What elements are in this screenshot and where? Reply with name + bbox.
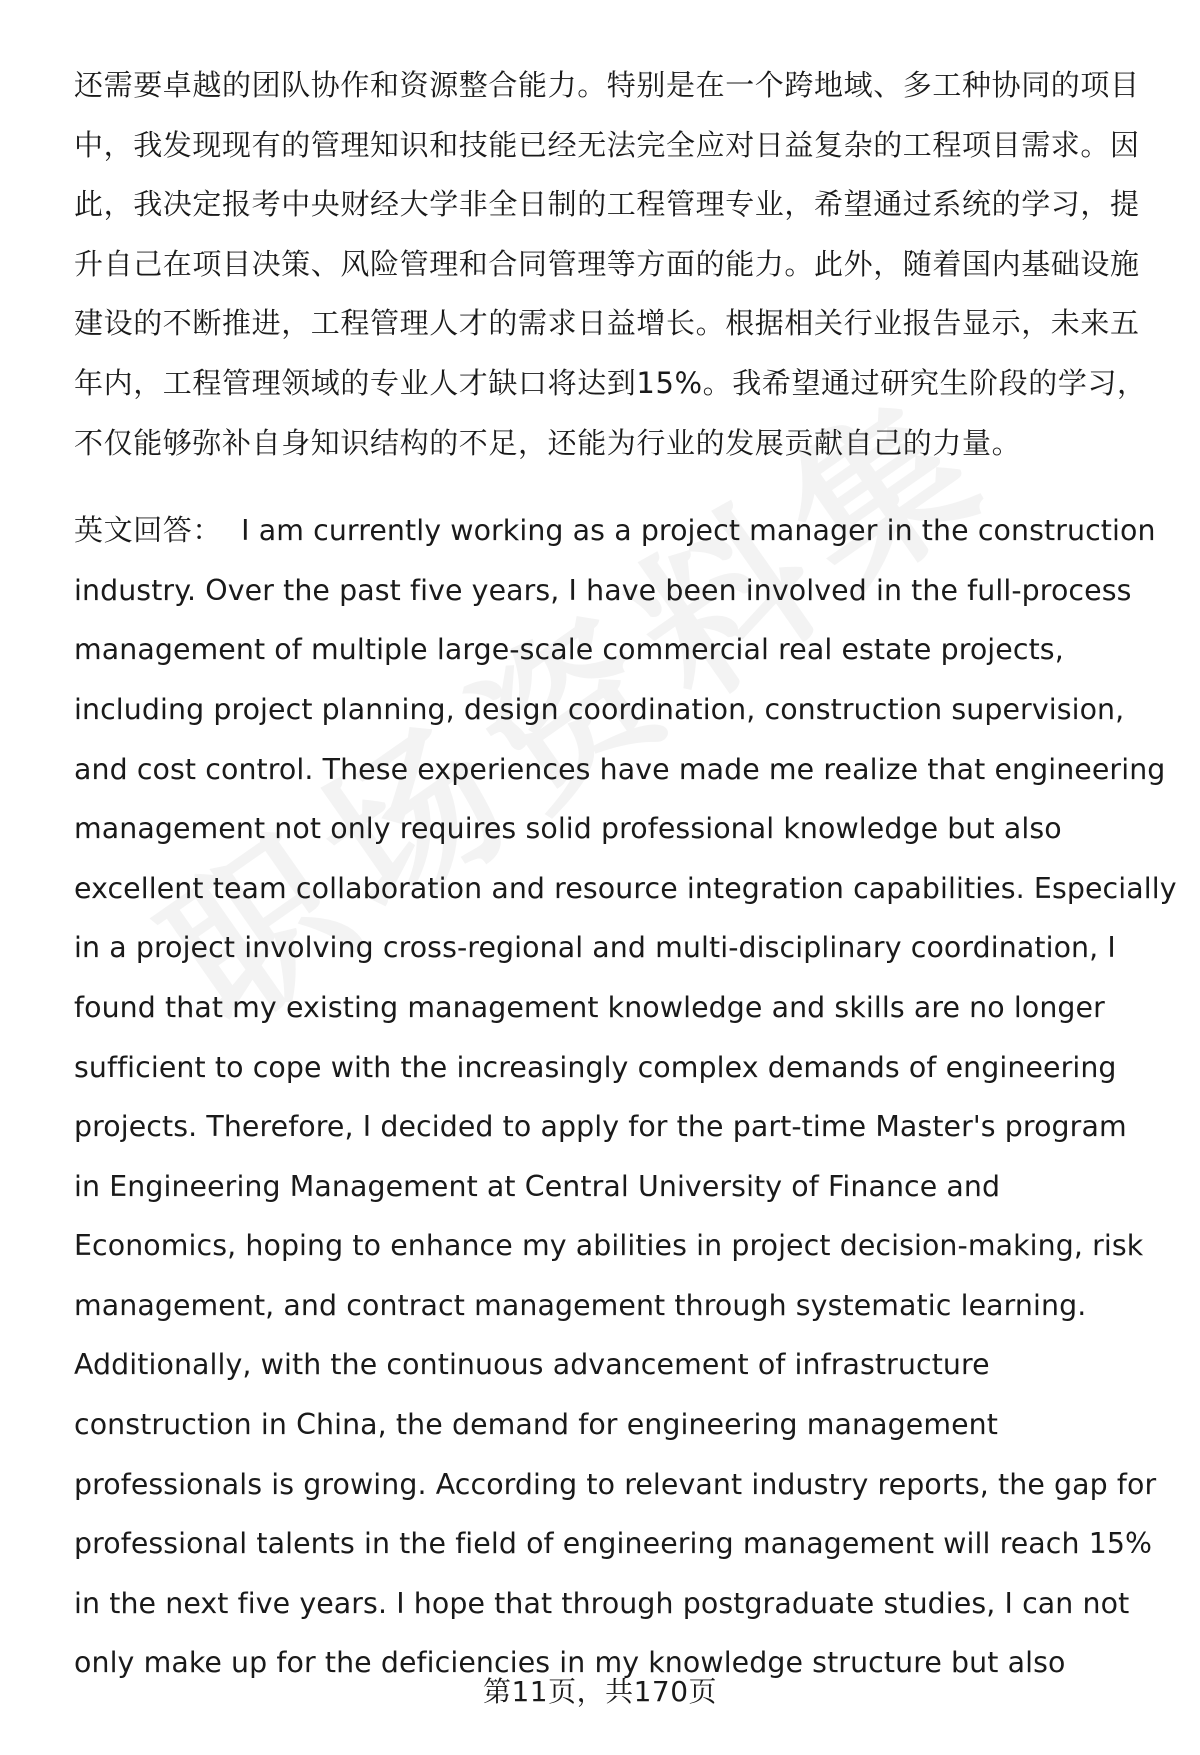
text-line: projects. Therefore, I decided to apply for the part-time Master's program [74,1110,1127,1144]
chinese-paragraph [74,56,1174,473]
text-line: 此，我决定报考中央财经大学非全日制的工程管理专业，希望通过系统的学习，提 [74,187,1140,222]
text-line: management not only requires solid professional knowledge but also [74,812,1062,846]
text-line: excellent team collaboration and resource integration capabilities. Especially [74,871,1177,905]
text-line: 不仅能够弥补自身知识结构的不足，还能为行业的发展贡献自己的力量。 [74,425,1022,460]
text-line: professionals is growing. According to relevant industry reports, the gap for [74,1467,1157,1501]
text-line: only make up for the deficiencies in my knowledge structure but also [74,1646,1066,1680]
paragraph-spacer [74,473,1174,501]
text-line: in a project involving cross-regional and multi-disciplinary coordination, I [74,931,1116,965]
text-line: industry. Over the past five years, I have been involved in the full-process [74,573,1132,607]
page-number-footer: 第11页，共170页 [482,1675,718,1708]
text-line: 建设的不断推进，工程管理人才的需求日益增长。根据相关行业报告显示，未来五 [74,306,1140,341]
text-line: construction in China, the demand for engineering management [74,1408,998,1442]
text-line: and cost control. These experiences have made me realize that engineering [74,752,1166,786]
text-line: 升自己在项目决策、风险管理和合同管理等方面的能力。此外，随着国内基础设施 [74,246,1140,281]
text-line-start: I am currently working as a project manager in the construction [241,514,1156,548]
text-line: management of multiple large-scale commercial real estate projects, [74,633,1064,667]
text-line: Economics, hoping to enhance my abilities in project decision-making, risk [74,1229,1144,1263]
text-line: sufficient to cope with the increasingly complex demands of engineering [74,1050,1117,1084]
english-first-line [74,501,1174,561]
text-line: management, and contract management through systematic learning. [74,1288,1087,1322]
text-line: including project planning, design coordination, construction supervision, [74,692,1125,726]
english-answer-label: 英文回答： [74,513,223,548]
page-content [74,56,1177,1693]
text-line: 中，我发现现有的管理知识和技能已经无法完全应对日益复杂的工程项目需求。因 [74,127,1140,162]
text-line: 年内，工程管理领域的专业人才缺口将达到15%。我希望通过研究生阶段的学习， [74,365,1147,400]
text-line: Additionally, with the continuous advancement of infrastructure [74,1348,990,1382]
text-line: 还需要卓越的团队协作和资源整合能力。特别是在一个跨地域、多工种协同的项目 [74,68,1140,102]
text-line: in Engineering Management at Central University of Finance and [74,1169,1001,1203]
english-answer [74,501,1177,1693]
text-line: found that my existing management knowledge and skills are no longer [74,990,1105,1024]
text-line: professional talents in the field of engineering management will reach 15% [74,1527,1153,1561]
text-line: in the next five years. I hope that through postgraduate studies, I can not [74,1586,1130,1620]
